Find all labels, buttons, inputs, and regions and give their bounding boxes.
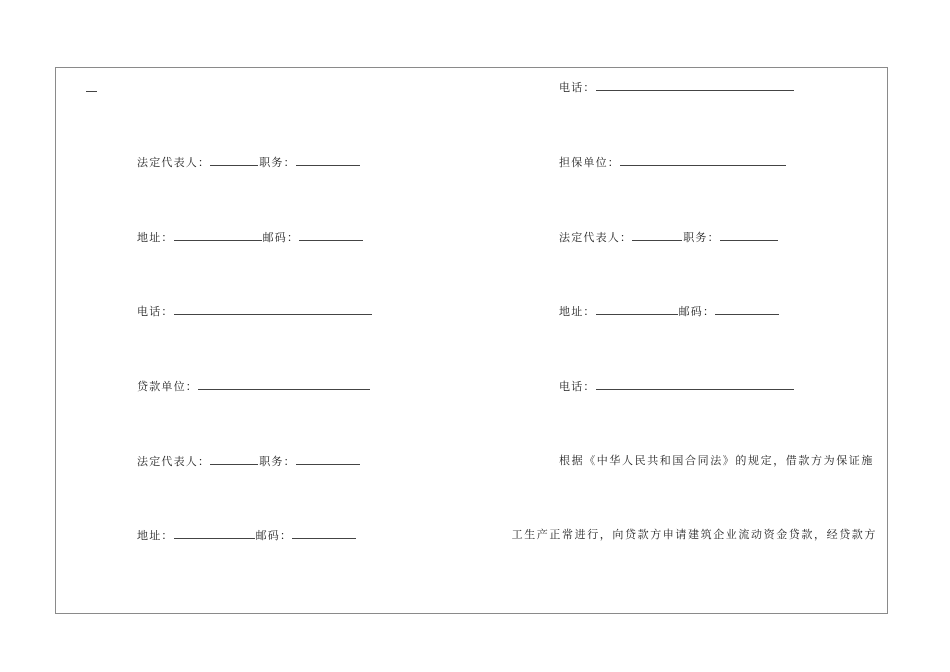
right-phone-label-1: 电话：: [559, 81, 596, 94]
lender-postcode-label: 邮码：: [255, 529, 293, 542]
guarantor-legal-rep-label: 法定代表人：: [559, 231, 633, 244]
guarantor-postcode-blank[interactable]: [715, 304, 779, 315]
left-position-blank[interactable]: [296, 155, 360, 166]
lender-line: [137, 379, 371, 394]
guarantor-position-label: 职务：: [683, 231, 720, 244]
lender-legal-rep-line: [137, 454, 361, 469]
guarantor-label: 担保单位：: [559, 156, 620, 169]
lender-position-label: 职务：: [259, 455, 296, 468]
left-postcode-blank[interactable]: [299, 230, 363, 241]
lender-legal-rep-blank[interactable]: [210, 454, 258, 465]
lender-label: 贷款单位：: [137, 380, 198, 393]
left-phone-line: [137, 304, 373, 319]
lender-address-blank[interactable]: [174, 528, 255, 539]
left-address-line: [137, 230, 364, 245]
left-legal-rep-blank[interactable]: [210, 155, 258, 166]
guarantor-postcode-label: 邮码：: [678, 305, 716, 318]
left-position-label: 职务：: [259, 156, 296, 169]
left-legal-rep-line: [137, 155, 361, 170]
left-legal-rep-label: 法定代表人：: [137, 156, 211, 169]
guarantor-legal-rep-line: [559, 230, 779, 245]
left-phone-blank[interactable]: [174, 304, 372, 315]
right-phone-line-1: [559, 80, 795, 95]
lender-position-blank[interactable]: [296, 454, 360, 465]
lender-address-line: [137, 528, 357, 543]
guarantor-legal-rep-blank[interactable]: [632, 230, 682, 241]
right-phone-line-2: [559, 379, 795, 394]
left-postcode-label: 邮码：: [262, 231, 300, 244]
guarantor-address-blank[interactable]: [596, 304, 678, 315]
top-left-mark: [86, 91, 97, 92]
contract-paragraph-line-2: 工生产正常进行，向贷款方申请建筑企业流动资金贷款，经贷款方: [511, 528, 877, 541]
lender-blank[interactable]: [198, 379, 370, 390]
guarantor-address-line: [559, 304, 780, 319]
guarantor-address-label: 地址：: [559, 305, 596, 318]
guarantor-position-blank[interactable]: [720, 230, 778, 241]
right-phone-label-2: 电话：: [559, 380, 596, 393]
lender-postcode-blank[interactable]: [292, 528, 356, 539]
left-phone-label: 电话：: [137, 305, 174, 318]
lender-legal-rep-label: 法定代表人：: [137, 455, 211, 468]
left-address-label: 地址：: [137, 231, 174, 244]
right-phone-blank-2[interactable]: [596, 379, 794, 390]
guarantor-line: [559, 155, 787, 170]
contract-paragraph-line-1: 根据《中华人民共和国合同法》的规定，借款方为保证施: [559, 454, 874, 467]
lender-address-label: 地址：: [137, 529, 174, 542]
guarantor-blank[interactable]: [620, 155, 786, 166]
left-address-blank[interactable]: [174, 230, 262, 241]
right-phone-blank-1[interactable]: [596, 80, 794, 91]
